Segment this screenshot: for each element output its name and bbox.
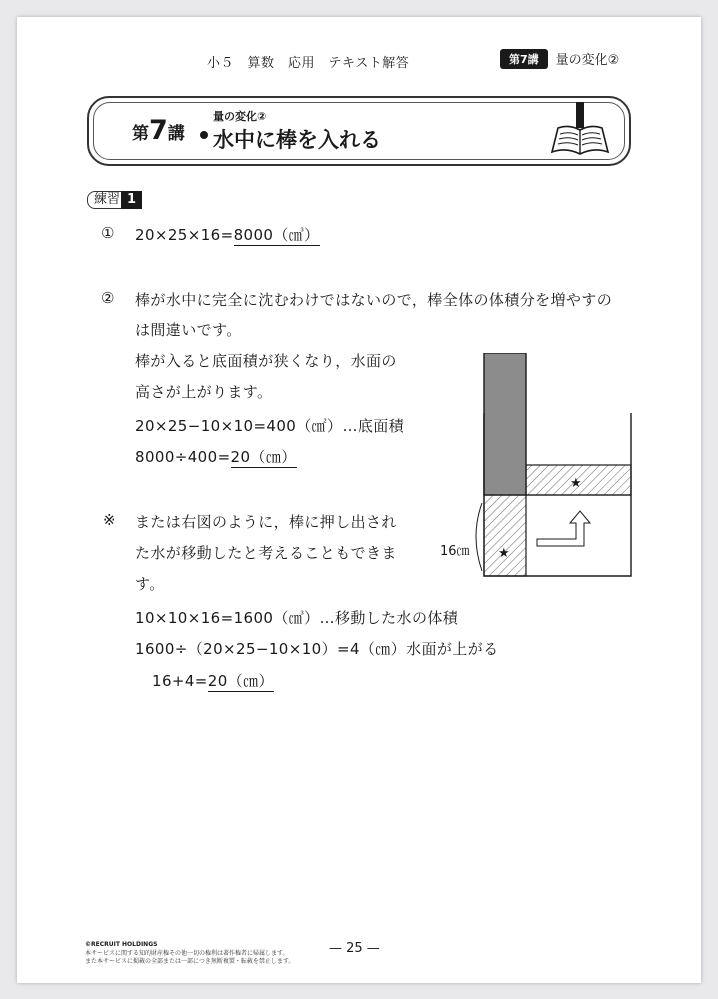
star-mark-lower: ★ <box>498 546 510 561</box>
height-bracket <box>476 503 482 571</box>
page <box>17 17 701 983</box>
footer-notice-line2: また本サービスに掲載の全部または一部につき無断複製・転載を禁止します。 <box>85 958 295 965</box>
practice-number: 1 <box>121 191 142 209</box>
header-chapter <box>500 49 619 69</box>
footer-notice-line1: 本サービスに関する知的財産権その他一切の権利は著作権者に帰属します。 <box>85 950 289 957</box>
lecture-num: 7 <box>149 115 168 146</box>
lecture-banner <box>87 96 631 166</box>
star-mark-upper: ★ <box>570 476 582 491</box>
practice-label: 練習 <box>87 191 125 209</box>
note-answer: 20（㎝） <box>207 672 274 690</box>
q2-text-line3: 棒が入ると底面積が狭くなり，水面の <box>135 352 397 370</box>
note-text-line1: または右図のように，棒に押し出され <box>135 513 397 531</box>
lecture-suffix: 講 <box>167 124 185 144</box>
banner-title: 水中に棒を入れる <box>213 128 381 152</box>
footer-notice <box>85 950 294 966</box>
chapter-badge: 第7講 <box>500 49 548 69</box>
footer-copyright: ©RECRUIT HOLDINGS <box>85 941 158 948</box>
header-course: 小５ 算数 応用 テキスト解答 <box>207 56 410 71</box>
open-book-icon <box>547 100 613 160</box>
chapter-title: 量の変化② <box>555 53 620 68</box>
note-expression: 16+4= <box>152 672 208 690</box>
height-label: 16㎝ <box>440 544 470 559</box>
q2-answer: 20（㎝） <box>230 448 297 466</box>
note-marker: ※ <box>103 511 116 529</box>
q2-text-line6 <box>135 446 297 467</box>
move-arrow-icon <box>537 511 590 546</box>
note-text-line6 <box>152 670 274 691</box>
lecture-prefix: 第 <box>132 124 149 144</box>
q2-marker: ② <box>101 289 115 307</box>
practice-heading <box>87 191 142 209</box>
bullet-dot-icon <box>200 131 208 139</box>
rod <box>484 353 526 495</box>
q1-answer: 8000（㎤） <box>233 226 320 244</box>
q1-line <box>135 224 320 245</box>
banner-subtitle: 量の変化② <box>213 110 267 123</box>
note-text-line2: た水が移動したと考えることもできま <box>135 544 397 562</box>
q2-text-line5: 20×25−10×10=400（㎠）…底面積 <box>135 417 405 435</box>
q2-expression: 8000÷400= <box>135 448 231 466</box>
tank-figure <box>440 353 640 585</box>
q2-text-line2: は間違いです。 <box>135 321 242 339</box>
q2-text-line1: 棒が水中に完全に沈むわけではないので，棒全体の体積分を増やすの <box>135 291 613 309</box>
displaced-water-region <box>484 495 526 576</box>
note-text-line4: 10×10×16=1600（㎤）…移動した水の体積 <box>135 609 459 627</box>
q1-marker: ① <box>101 224 115 242</box>
note-text-line5: 1600÷（20×25−10×10）=4（㎝）水面が上がる <box>135 640 499 658</box>
q1-expression: 20×25×16= <box>135 226 234 244</box>
lecture-number <box>132 115 185 146</box>
note-text-line3: す。 <box>135 575 165 593</box>
page-number: — 25 — <box>329 941 380 956</box>
q2-text-line4: 高さが上がります。 <box>135 383 273 401</box>
